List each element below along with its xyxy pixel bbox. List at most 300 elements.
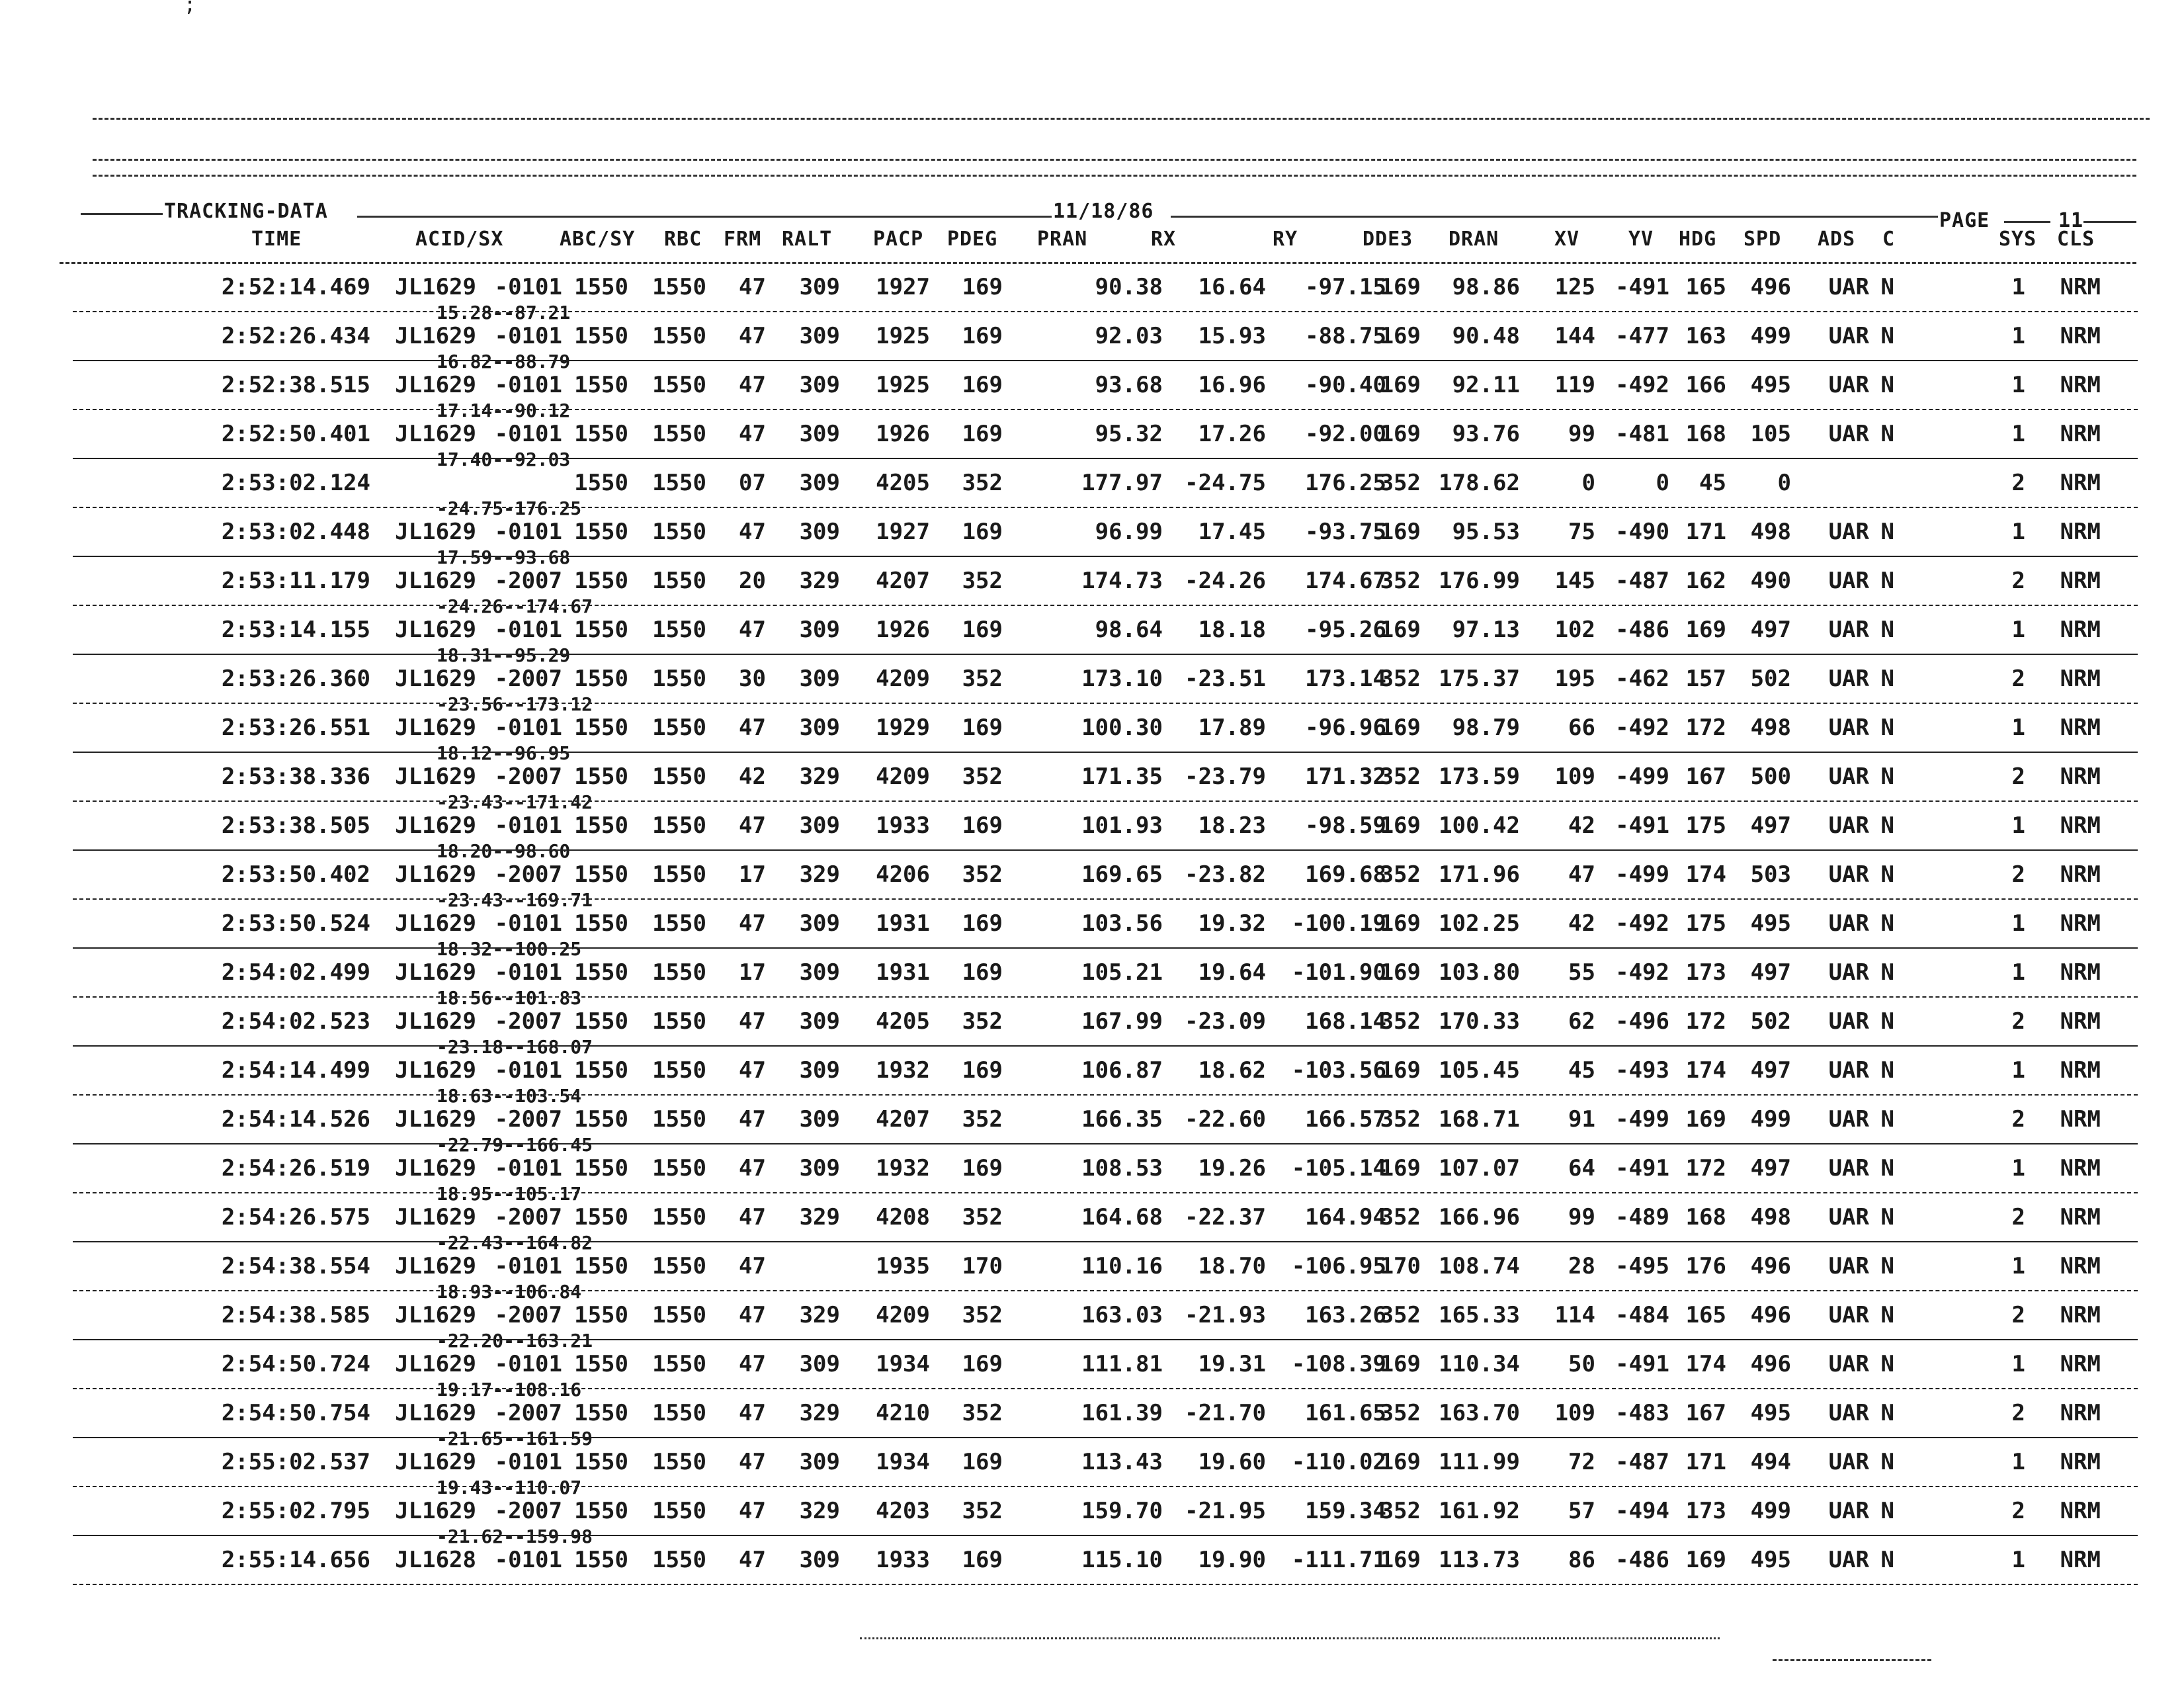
cell-time: 2:54:38.554 bbox=[221, 1253, 370, 1279]
tracking-data-table bbox=[0, 265, 2184, 1586]
cell-time: 2:52:38.515 bbox=[221, 372, 370, 398]
cell-pdeg: 169 bbox=[962, 323, 1003, 349]
cell-pacp: 4206 bbox=[876, 861, 930, 888]
cell-spd: 502 bbox=[1750, 666, 1791, 692]
cell-spd: 497 bbox=[1750, 1057, 1791, 1084]
cell-ads: UAR bbox=[1828, 421, 1869, 447]
cell-ads: UAR bbox=[1828, 666, 1869, 692]
cell-sub-coordinates: -21.65--161.59 bbox=[437, 1428, 593, 1449]
cell-acid: JL1629 bbox=[395, 617, 476, 643]
cell-hdg: 168 bbox=[1685, 421, 1726, 447]
report-date: 11/18/86 bbox=[1053, 200, 1154, 223]
cell-ralt: 309 bbox=[799, 1106, 840, 1133]
cell-pran: 108.53 bbox=[1081, 1155, 1163, 1182]
cell-sub-coordinates: -21.62--159.98 bbox=[437, 1526, 593, 1547]
cell-c: N bbox=[1880, 1302, 1894, 1328]
cell-ry: 168.14 bbox=[1305, 1008, 1386, 1035]
cell-xv: 119 bbox=[1554, 372, 1595, 398]
cell-pdeg: 169 bbox=[962, 421, 1003, 447]
top-rule-2 bbox=[93, 159, 2136, 161]
cell-pacp: 1934 bbox=[876, 1449, 930, 1475]
cell-sx: -0101 bbox=[494, 1351, 562, 1377]
cell-hdg: 167 bbox=[1685, 763, 1726, 790]
table-row bbox=[0, 460, 2184, 519]
cell-rx: 18.70 bbox=[1198, 1253, 1266, 1279]
cell-acid: JL1629 bbox=[395, 1008, 476, 1035]
cell-ralt: 309 bbox=[799, 470, 840, 496]
cell-pran: 164.68 bbox=[1081, 1204, 1163, 1230]
cell-sys: 2 bbox=[2011, 1498, 2025, 1524]
cell-frm: 47 bbox=[739, 1155, 766, 1182]
cell-pran: 101.93 bbox=[1081, 812, 1163, 839]
table-row bbox=[0, 1048, 2184, 1107]
cell-dran: 175.37 bbox=[1439, 666, 1520, 692]
cell-sub-coordinates: 18.32--100.25 bbox=[437, 938, 582, 960]
cell-rbc: 1550 bbox=[652, 519, 706, 545]
row-separator bbox=[73, 1094, 2138, 1096]
cell-abc: 1550 bbox=[574, 421, 628, 447]
cell-hdg: 172 bbox=[1685, 1155, 1726, 1182]
cell-sys: 2 bbox=[2011, 861, 2025, 888]
cell-hdg: 162 bbox=[1685, 568, 1726, 594]
cell-rx: 17.26 bbox=[1198, 421, 1266, 447]
cell-time: 2:53:02.448 bbox=[221, 519, 370, 545]
cell-pacp: 1927 bbox=[876, 274, 930, 300]
cell-xv: 195 bbox=[1554, 666, 1595, 692]
cell-ry: -111.71 bbox=[1291, 1547, 1386, 1573]
cell-hdg: 169 bbox=[1685, 1106, 1726, 1133]
cell-acid: JL1629 bbox=[395, 372, 476, 398]
bottom-rule-2 bbox=[1773, 1659, 1931, 1661]
cell-dran: 100.42 bbox=[1439, 812, 1520, 839]
cell-ry: -88.75 bbox=[1305, 323, 1386, 349]
cell-frm: 47 bbox=[739, 1057, 766, 1084]
cell-sub-coordinates: 17.40--92.03 bbox=[437, 449, 571, 470]
cell-sx: -0101 bbox=[494, 714, 562, 741]
cell-sys: 1 bbox=[2011, 910, 2025, 937]
cell-xv: 47 bbox=[1568, 861, 1595, 888]
cell-dran: 173.59 bbox=[1439, 763, 1520, 790]
cell-rbc: 1550 bbox=[652, 1302, 706, 1328]
cell-ads: UAR bbox=[1828, 1057, 1869, 1084]
cell-sys: 2 bbox=[2011, 1400, 2025, 1426]
cell-pacp: 1925 bbox=[876, 372, 930, 398]
cell-pran: 174.73 bbox=[1081, 568, 1163, 594]
cell-ralt: 309 bbox=[799, 1351, 840, 1377]
cell-pdeg: 169 bbox=[962, 372, 1003, 398]
cell-pdeg: 169 bbox=[962, 519, 1003, 545]
cell-rx: -21.93 bbox=[1185, 1302, 1266, 1328]
cell-xv: 55 bbox=[1568, 959, 1595, 986]
cell-pdeg: 169 bbox=[962, 1547, 1003, 1573]
cell-pran: 90.38 bbox=[1095, 274, 1163, 300]
cell-ralt: 329 bbox=[799, 763, 840, 790]
cell-abc: 1550 bbox=[574, 1204, 628, 1230]
cell-dran: 111.99 bbox=[1439, 1449, 1520, 1475]
cell-abc: 1550 bbox=[574, 617, 628, 643]
top-rule-1 bbox=[93, 118, 2150, 120]
cell-cls: NRM bbox=[2060, 617, 2101, 643]
cell-pacp: 1926 bbox=[876, 421, 930, 447]
cell-ry: -105.14 bbox=[1291, 1155, 1386, 1182]
table-row bbox=[0, 607, 2184, 666]
cell-pran: 95.32 bbox=[1095, 421, 1163, 447]
cell-xv: 66 bbox=[1568, 714, 1595, 741]
cell-yv: -491 bbox=[1615, 812, 1669, 839]
cell-ralt: 309 bbox=[799, 959, 840, 986]
cell-pdeg: 352 bbox=[962, 470, 1003, 496]
cell-ads: UAR bbox=[1828, 1449, 1869, 1475]
cell-spd: 497 bbox=[1750, 812, 1791, 839]
cell-pdeg: 352 bbox=[962, 568, 1003, 594]
column-header-xv: XV bbox=[1554, 228, 1580, 251]
cell-yv: -494 bbox=[1615, 1498, 1669, 1524]
cell-pdeg: 169 bbox=[962, 274, 1003, 300]
column-header-pacp: PACP bbox=[873, 228, 924, 251]
cell-ads: UAR bbox=[1828, 1302, 1869, 1328]
cell-sx: -0101 bbox=[494, 372, 562, 398]
cell-dde: 169 bbox=[1380, 910, 1421, 937]
cell-c: N bbox=[1880, 812, 1894, 839]
cell-acid: JL1629 bbox=[395, 666, 476, 692]
cell-pdeg: 352 bbox=[962, 1400, 1003, 1426]
cell-dran: 102.25 bbox=[1439, 910, 1520, 937]
cell-sx: -2007 bbox=[494, 568, 562, 594]
cell-abc: 1550 bbox=[574, 959, 628, 986]
cell-ralt: 309 bbox=[799, 519, 840, 545]
column-header-spd: SPD bbox=[1743, 228, 1782, 251]
cell-acid: JL1629 bbox=[395, 1204, 476, 1230]
cell-rbc: 1550 bbox=[652, 1351, 706, 1377]
cell-c: N bbox=[1880, 274, 1894, 300]
column-header-frm: FRM bbox=[724, 228, 762, 251]
cell-spd: 496 bbox=[1750, 1253, 1791, 1279]
cell-ry: 166.57 bbox=[1305, 1106, 1386, 1133]
cell-abc: 1550 bbox=[574, 861, 628, 888]
column-header-yv: YV bbox=[1628, 228, 1654, 251]
cell-pacp: 4203 bbox=[876, 1498, 930, 1524]
cell-yv: -490 bbox=[1615, 519, 1669, 545]
cell-dde: 169 bbox=[1380, 372, 1421, 398]
row-separator bbox=[73, 605, 2138, 606]
cell-ads: UAR bbox=[1828, 959, 1869, 986]
cell-spd: 495 bbox=[1750, 1400, 1791, 1426]
cell-ads: UAR bbox=[1828, 861, 1869, 888]
cell-ads: UAR bbox=[1828, 714, 1869, 741]
cell-time: 2:52:14.469 bbox=[221, 274, 370, 300]
cell-xv: 45 bbox=[1568, 1057, 1595, 1084]
cell-sys: 2 bbox=[2011, 1302, 2025, 1328]
cell-rbc: 1550 bbox=[652, 1449, 706, 1475]
cell-cls: NRM bbox=[2060, 470, 2101, 496]
cell-ry: 173.14 bbox=[1305, 666, 1386, 692]
cell-ry: -100.19 bbox=[1291, 910, 1386, 937]
cell-hdg: 169 bbox=[1685, 617, 1726, 643]
cell-ry: -98.59 bbox=[1305, 812, 1386, 839]
cell-c: N bbox=[1880, 1155, 1894, 1182]
cell-dde: 352 bbox=[1380, 1008, 1421, 1035]
cell-pran: 103.56 bbox=[1081, 910, 1163, 937]
table-row bbox=[0, 999, 2184, 1058]
column-header-c: C bbox=[1882, 228, 1896, 251]
cell-pran: 171.35 bbox=[1081, 763, 1163, 790]
cell-dde: 169 bbox=[1380, 812, 1421, 839]
cell-dran: 90.48 bbox=[1452, 323, 1520, 349]
cell-time: 2:53:38.336 bbox=[221, 763, 370, 790]
cell-rbc: 1550 bbox=[652, 1008, 706, 1035]
cell-frm: 47 bbox=[739, 372, 766, 398]
cell-spd: 495 bbox=[1750, 910, 1791, 937]
cell-yv: -499 bbox=[1615, 1106, 1669, 1133]
cell-ry: -93.75 bbox=[1305, 519, 1386, 545]
cell-spd: 496 bbox=[1750, 274, 1791, 300]
cell-sys: 1 bbox=[2011, 1057, 2025, 1084]
cell-sub-coordinates: 16.82--88.79 bbox=[437, 351, 571, 372]
cell-dde: 169 bbox=[1380, 519, 1421, 545]
cell-time: 2:53:14.155 bbox=[221, 617, 370, 643]
cell-pran: 166.35 bbox=[1081, 1106, 1163, 1133]
cell-c: N bbox=[1880, 1351, 1894, 1377]
row-separator bbox=[73, 1388, 2138, 1389]
cell-abc: 1550 bbox=[574, 519, 628, 545]
cell-xv: 28 bbox=[1568, 1253, 1595, 1279]
cell-pacp: 1929 bbox=[876, 714, 930, 741]
cell-cls: NRM bbox=[2060, 1057, 2101, 1084]
cell-pacp: 1925 bbox=[876, 323, 930, 349]
cell-cls: NRM bbox=[2060, 1547, 2101, 1573]
cell-pdeg: 352 bbox=[962, 1106, 1003, 1133]
cell-ads: UAR bbox=[1828, 1351, 1869, 1377]
cell-ry: 159.34 bbox=[1305, 1498, 1386, 1524]
cell-hdg: 169 bbox=[1685, 1547, 1726, 1573]
cell-pdeg: 169 bbox=[962, 1351, 1003, 1377]
cell-rbc: 1550 bbox=[652, 1057, 706, 1084]
row-separator bbox=[73, 947, 2138, 949]
header-rule-right bbox=[2004, 221, 2050, 223]
cell-rbc: 1550 bbox=[652, 421, 706, 447]
cell-acid: JL1629 bbox=[395, 1449, 476, 1475]
cell-frm: 42 bbox=[739, 763, 766, 790]
cell-acid: JL1629 bbox=[395, 1351, 476, 1377]
cell-sys: 1 bbox=[2011, 372, 2025, 398]
cell-pdeg: 352 bbox=[962, 1498, 1003, 1524]
cell-hdg: 172 bbox=[1685, 714, 1726, 741]
cell-rx: -23.79 bbox=[1185, 763, 1266, 790]
cell-sys: 1 bbox=[2011, 959, 2025, 986]
cell-pran: 100.30 bbox=[1081, 714, 1163, 741]
cell-sub-coordinates: 19.43--110.07 bbox=[437, 1477, 582, 1498]
cell-yv: -491 bbox=[1615, 1351, 1669, 1377]
cell-rx: -24.26 bbox=[1185, 568, 1266, 594]
cell-rx: 18.23 bbox=[1198, 812, 1266, 839]
cell-dran: 93.76 bbox=[1452, 421, 1520, 447]
cell-ads: UAR bbox=[1828, 323, 1869, 349]
cell-rbc: 1550 bbox=[652, 1204, 706, 1230]
cell-sx: -0101 bbox=[494, 617, 562, 643]
cell-pdeg: 352 bbox=[962, 861, 1003, 888]
cell-sx: -0101 bbox=[494, 812, 562, 839]
cell-hdg: 165 bbox=[1685, 1302, 1726, 1328]
cell-acid: JL1629 bbox=[395, 568, 476, 594]
cell-xv: 64 bbox=[1568, 1155, 1595, 1182]
cell-sub-coordinates: 18.95--105.17 bbox=[437, 1183, 582, 1205]
cell-frm: 47 bbox=[739, 714, 766, 741]
table-row bbox=[0, 363, 2184, 421]
row-separator bbox=[73, 1290, 2138, 1291]
cell-hdg: 174 bbox=[1685, 861, 1726, 888]
cell-pacp: 1926 bbox=[876, 617, 930, 643]
cell-sub-coordinates: 19.17--108.16 bbox=[437, 1379, 582, 1401]
cell-yv: -499 bbox=[1615, 763, 1669, 790]
cell-dran: 103.80 bbox=[1439, 959, 1520, 986]
cell-acid: JL1628 bbox=[395, 1547, 476, 1573]
cell-frm: 47 bbox=[739, 1498, 766, 1524]
cell-abc: 1550 bbox=[574, 1351, 628, 1377]
cell-cls: NRM bbox=[2060, 1400, 2101, 1426]
row-separator bbox=[73, 1339, 2138, 1340]
cell-time: 2:52:26.434 bbox=[221, 323, 370, 349]
cell-hdg: 157 bbox=[1685, 666, 1726, 692]
cell-pdeg: 352 bbox=[962, 666, 1003, 692]
cell-dde: 352 bbox=[1380, 763, 1421, 790]
cell-abc: 1550 bbox=[574, 812, 628, 839]
cell-ads: UAR bbox=[1828, 910, 1869, 937]
cell-abc: 1550 bbox=[574, 1449, 628, 1475]
cell-rx: 18.62 bbox=[1198, 1057, 1266, 1084]
cell-pacp: 4207 bbox=[876, 1106, 930, 1133]
cell-c: N bbox=[1880, 323, 1894, 349]
cell-dde: 169 bbox=[1380, 1547, 1421, 1573]
cell-hdg: 171 bbox=[1685, 1449, 1726, 1475]
cell-dde: 170 bbox=[1380, 1253, 1421, 1279]
cell-pran: 161.39 bbox=[1081, 1400, 1163, 1426]
row-separator bbox=[73, 703, 2138, 704]
cell-pacp: 4205 bbox=[876, 470, 930, 496]
cell-acid: JL1629 bbox=[395, 714, 476, 741]
cell-yv: -492 bbox=[1615, 372, 1669, 398]
header-rule-left bbox=[81, 213, 163, 215]
cell-rx: 18.18 bbox=[1198, 617, 1266, 643]
cell-sys: 1 bbox=[2011, 274, 2025, 300]
cell-sys: 1 bbox=[2011, 519, 2025, 545]
cell-xv: 91 bbox=[1568, 1106, 1595, 1133]
cell-ralt: 309 bbox=[799, 1008, 840, 1035]
cell-time: 2:52:50.401 bbox=[221, 421, 370, 447]
cell-sub-coordinates: -22.20--163.21 bbox=[437, 1330, 593, 1352]
cell-xv: 99 bbox=[1568, 1204, 1595, 1230]
cell-cls: NRM bbox=[2060, 763, 2101, 790]
cell-ralt: 309 bbox=[799, 1155, 840, 1182]
cell-spd: 497 bbox=[1750, 1155, 1791, 1182]
cell-c: N bbox=[1880, 1498, 1894, 1524]
column-header-ralt: RALT bbox=[782, 228, 833, 251]
cell-spd: 502 bbox=[1750, 1008, 1791, 1035]
cell-ads: UAR bbox=[1828, 1547, 1869, 1573]
cell-hdg: 165 bbox=[1685, 274, 1726, 300]
column-header-dran: DRAN bbox=[1449, 228, 1499, 251]
cell-ry: -103.56 bbox=[1291, 1057, 1386, 1084]
cell-ralt: 329 bbox=[799, 1204, 840, 1230]
cell-spd: 497 bbox=[1750, 959, 1791, 986]
cell-sub-coordinates: 18.63--103.54 bbox=[437, 1085, 582, 1107]
cell-dran: 98.79 bbox=[1452, 714, 1520, 741]
cell-ads: UAR bbox=[1828, 372, 1869, 398]
cell-sys: 1 bbox=[2011, 1155, 2025, 1182]
cell-dde: 352 bbox=[1380, 1498, 1421, 1524]
cell-pran: 113.43 bbox=[1081, 1449, 1163, 1475]
cell-ry: -96.96 bbox=[1305, 714, 1386, 741]
cell-cls: NRM bbox=[2060, 1253, 2101, 1279]
cell-xv: 145 bbox=[1554, 568, 1595, 594]
page-label: PAGE bbox=[1939, 209, 1990, 232]
cell-dde: 169 bbox=[1380, 617, 1421, 643]
cell-spd: 495 bbox=[1750, 1547, 1791, 1573]
cell-ralt: 329 bbox=[799, 568, 840, 594]
cell-spd: 105 bbox=[1750, 421, 1791, 447]
table-row bbox=[0, 1440, 2184, 1498]
cell-frm: 47 bbox=[739, 1400, 766, 1426]
cell-ads: UAR bbox=[1828, 1498, 1869, 1524]
row-separator bbox=[73, 654, 2138, 655]
column-header-acid-sx: ACID/SX bbox=[415, 228, 504, 251]
cell-pran: 115.10 bbox=[1081, 1547, 1163, 1573]
page-number: 11 bbox=[2058, 209, 2084, 232]
cell-rx: 19.64 bbox=[1198, 959, 1266, 986]
cell-rbc: 1550 bbox=[652, 1253, 706, 1279]
cell-pran: 173.10 bbox=[1081, 666, 1163, 692]
cell-yv: -484 bbox=[1615, 1302, 1669, 1328]
cell-cls: NRM bbox=[2060, 910, 2101, 937]
cell-sx: -0101 bbox=[494, 1449, 562, 1475]
cell-pdeg: 169 bbox=[962, 910, 1003, 937]
cell-frm: 07 bbox=[739, 470, 766, 496]
cell-rx: -21.70 bbox=[1185, 1400, 1266, 1426]
cell-frm: 47 bbox=[739, 1008, 766, 1035]
cell-ry: -90.40 bbox=[1305, 372, 1386, 398]
cell-frm: 30 bbox=[739, 666, 766, 692]
cell-sub-coordinates: -23.43--171.42 bbox=[437, 791, 593, 813]
cell-rbc: 1550 bbox=[652, 763, 706, 790]
cell-hdg: 171 bbox=[1685, 519, 1726, 545]
cell-c: N bbox=[1880, 617, 1894, 643]
cell-yv: -489 bbox=[1615, 1204, 1669, 1230]
cell-cls: NRM bbox=[2060, 519, 2101, 545]
cell-c: N bbox=[1880, 568, 1894, 594]
bottom-rule-1 bbox=[860, 1637, 1720, 1639]
cell-time: 2:54:50.724 bbox=[221, 1351, 370, 1377]
cell-acid: JL1629 bbox=[395, 861, 476, 888]
cell-abc: 1550 bbox=[574, 666, 628, 692]
cell-time: 2:54:14.499 bbox=[221, 1057, 370, 1084]
cell-hdg: 173 bbox=[1685, 1498, 1726, 1524]
cell-frm: 17 bbox=[739, 861, 766, 888]
cell-acid: JL1629 bbox=[395, 421, 476, 447]
corner-mark: ; bbox=[184, 0, 196, 17]
cell-sub-coordinates: 18.12--96.95 bbox=[437, 742, 571, 764]
cell-c: N bbox=[1880, 861, 1894, 888]
table-row bbox=[0, 558, 2184, 617]
cell-cls: NRM bbox=[2060, 959, 2101, 986]
cell-yv: -483 bbox=[1615, 1400, 1669, 1426]
cell-abc: 1550 bbox=[574, 1253, 628, 1279]
cell-sys: 1 bbox=[2011, 323, 2025, 349]
row-separator bbox=[73, 800, 2138, 802]
top-rule-3 bbox=[93, 175, 2136, 177]
cell-ralt: 309 bbox=[799, 274, 840, 300]
cell-frm: 47 bbox=[739, 323, 766, 349]
cell-ads: UAR bbox=[1828, 1253, 1869, 1279]
cell-ads: UAR bbox=[1828, 519, 1869, 545]
